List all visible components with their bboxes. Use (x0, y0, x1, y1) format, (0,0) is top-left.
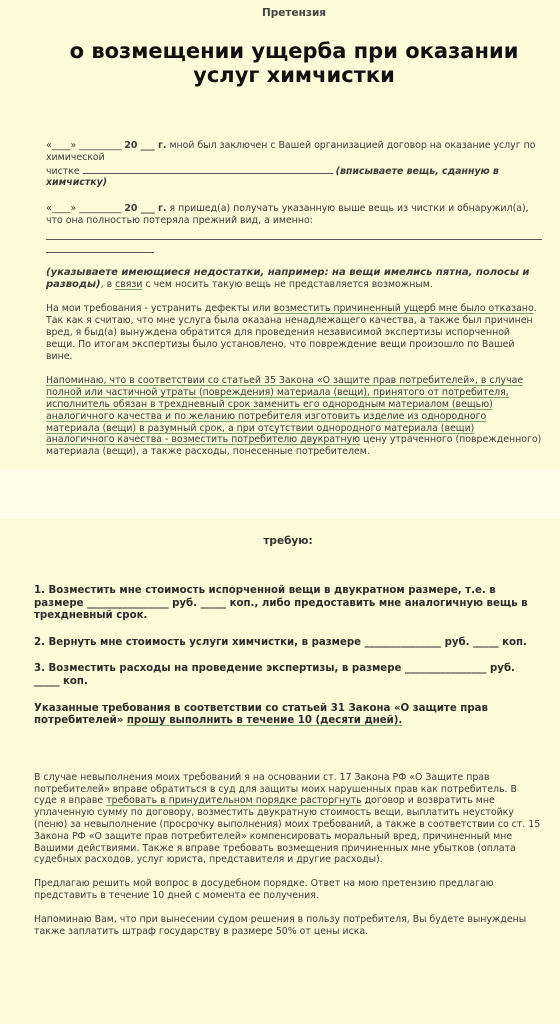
requirement-3-text: 3. Возместить расходы на проведение экспертизы, в размере (34, 663, 402, 675)
requirement-1-text-2: , либо предоставить мне аналогичную вещь в трехдневный срок. (34, 597, 528, 622)
date-year-blank-2: 20 ___ г. (124, 203, 167, 215)
requirement-2-kop-blank: _____ (473, 636, 499, 648)
refusal-text-2: . Так как я считаю, что мне услуга была оказана ненадлежащего качества, а также был причинен вред, я быд(а) вынуждена обратится для проведения независимой экспертизы испорченной вещи. По итогам экспертизы было установлено, что повреждение вещи произошло по Вашей вине. (46, 303, 537, 362)
requirement-1-text: 1. Возместить мне стоимость испорченной вещи в двукратном размере, т.е. в размере (34, 585, 496, 609)
requirement-1-kop-blank: _____ (200, 597, 227, 609)
date-month-blank-2: _________ (79, 203, 122, 215)
pickup-paragraph (46, 203, 542, 227)
claim-page-2 (0, 519, 560, 1024)
demand-heading: требую: (263, 535, 313, 547)
refusal-text-1: На мои требования - устранить дефекты или (46, 303, 271, 315)
refusal-paragraph (46, 303, 542, 362)
requirement-1-kop: коп. (229, 597, 255, 609)
requirement-3-rub: руб. (490, 663, 515, 675)
requirement-deadline (34, 703, 542, 728)
contract-text: мной был заключен с Вашей организацией договор на оказание услуг по химической (46, 140, 536, 163)
court-link: требовать в принудительном порядке расторгнуть (106, 795, 362, 807)
requirement-1 (34, 585, 542, 623)
doc-title (46, 39, 542, 87)
date-day-blank-2: «____» (46, 203, 77, 215)
date-day-blank: «____» (46, 140, 77, 151)
pickup-text: я пришед(а) получать указанную выше вещь из чистки и обнаружил(а), что она полностью потеряла прежний вид, а именно: (46, 203, 529, 226)
item-fill-line (83, 164, 333, 174)
requirement-2 (34, 637, 542, 650)
defects-text-2: с чем носить такую вещь не представляется возможным. (145, 278, 433, 290)
defects-paragraph (46, 267, 542, 291)
deadline-link: прошу выполнить в течение 10 (десяти дней). (126, 715, 403, 727)
defects-hint: (указываете имеющиеся недостатки, например: на вещи имелись пятна, полосы и разводы) (46, 266, 530, 290)
claim-page-1 (0, 0, 560, 470)
fine-paragraph: Напоминаю Вам, что при вынесении судом решения в пользу потребителя, Вы будете вынуждены также заплатить штраф государству в размере 50% от цены иска. (34, 913, 527, 937)
pretrial-paragraph: Предлагаю решить мой вопрос в досудебном порядке. Ответ на мою претензию предлагаю представить в течение 10 дней с момента ее получения. (34, 878, 494, 901)
contract-text-cont: чистке (46, 165, 80, 177)
doc-title-line-2: услуг химчистки (193, 63, 395, 87)
requirement-2-rub: руб. (444, 636, 470, 648)
date-year-blank: 20 ___ г. (124, 140, 167, 151)
requirement-3-rub-blank: ________________ (404, 663, 487, 675)
requirement-3-kop: коп. (63, 675, 88, 687)
defects-fill-line-2 (46, 240, 154, 253)
court-paragraph (34, 772, 542, 866)
doc-title-line-1: о возмещении ущерба при оказании (69, 39, 519, 63)
defects-link: связи (115, 278, 143, 290)
requirement-2-kop: коп. (502, 636, 527, 648)
contract-paragraph (46, 140, 542, 189)
requirement-2-text: 2. Вернуть мне стоимость услуги химчистки, в размере (34, 636, 362, 648)
deadline-text: Указанные требования в соответствии со статьей 31 Закона «О защите прав потребителей» (34, 702, 488, 727)
defects-fill-line-1 (46, 227, 542, 240)
refusal-link: возместить причиненный ущерб мне было отказано (273, 303, 534, 315)
item-hint: (вписываете вещь, сданную в химчистку) (46, 165, 499, 189)
date-month-blank: _________ (79, 140, 122, 151)
defects-text-1: , в (100, 278, 113, 290)
requirement-2-rub-blank: _______________ (364, 636, 442, 648)
requirement-1-rub-blank: ________________ (87, 597, 169, 609)
court-text-2: договор и возвратить мне уплаченную сумму по договору, возместить двукратную стоимость вещи, выплатить неустойку (пеню) за невыполнение (просрочку выполнения) моих требований, а также в соответствии со ст. 15 Закона РФ «О защите прав потребителей» компенсировать моральный вред, причиненный мне Вашими действиями. Также я вправе требовать возмещения причиненных мне убытков (оплата судебных расходов, услуг юриста, представителя и другие расходы). (34, 795, 541, 866)
requirement-3-kop-blank: _____ (34, 675, 60, 687)
requirement-1-rub: руб. (172, 597, 198, 609)
requirement-3 (34, 663, 542, 688)
law-link: Напоминаю, что в соответствии со статьей 35 Закона «О защите прав потребителей», в случае полной или частичной утраты (повреждения) материала (вещи), принятого от потребителя, исполнитель обязан в трехдневный срок заменить его однородным материалом (вещью) аналогичного качества и по желанию потребителя изготовить изделие из однородного материала (вещи) в разумный срок, а при отсутствии однородного материала (вещи) аналогичного качества - возместить потребителю двукратную (46, 375, 524, 446)
law-text: цену утраченного (поврежденного) материала (вещи), а также расходы, понесенные потребителем. (46, 434, 542, 458)
doc-header: Претензия (261, 7, 327, 19)
court-text-1: В случае невыполнения моих требований я на основании ст. 17 Закона РФ «О Защите прав потребителей» вправе обратиться в суд для защиты моих нарушенных прав как потребитель. В суде я вправе (34, 771, 517, 807)
law-paragraph (46, 375, 542, 458)
